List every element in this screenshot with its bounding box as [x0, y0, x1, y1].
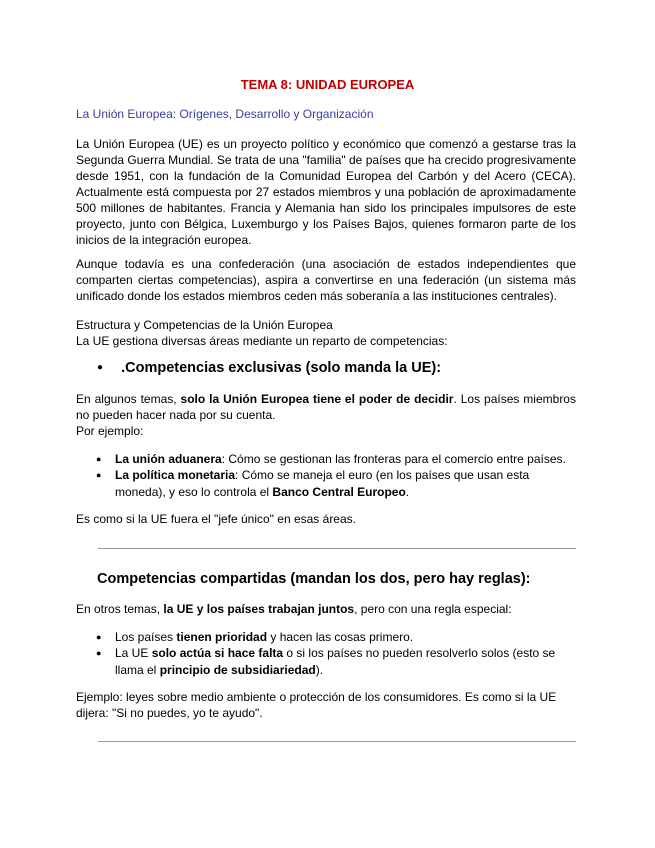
item-text: : Cómo se gestionan las fronteras para el comercio entre países. [221, 452, 566, 466]
item-text: Los países [115, 630, 177, 644]
divider [98, 741, 576, 742]
bullet-icon: ● [96, 470, 102, 480]
item-bold: tienen prioridad [176, 630, 268, 644]
list-item [96, 451, 581, 468]
document-subtitle: La Unión Europea: Orígenes, Desarrollo y Organización [76, 107, 374, 121]
exclusive-p-post: . Los países miembros no pueden hacer nada por su cuenta. [76, 392, 576, 422]
shared-heading: Competencias compartidas (mandan los dos, pero hay reglas): [97, 571, 531, 587]
exclusive-heading-row [97, 360, 441, 376]
item-bold: La unión aduanera [115, 452, 222, 466]
intro-paragraph-2: Aunque todavía es una confederación (una asociación de estados independientes que comparten ciertas competencias), aspira a convertirse en una federación (un sistema más unificado donde los estados miembros ceden más soberanía a las instituciones centrales). [76, 257, 576, 303]
exclusive-heading: .Competencias exclusivas (solo manda la UE): [121, 360, 442, 376]
exclusive-paragraph [76, 391, 576, 423]
structure-line: La UE gestiona diversas áreas mediante un reparto de competencias: [76, 334, 448, 348]
exclusive-example-label: Por ejemplo: [76, 424, 144, 438]
shared-example: Ejemplo: leyes sobre medio ambiente o protección de los consumidores. Es como si la UE dijera: "Si no puedes, yo te ayudo". [76, 690, 557, 720]
shared-p-pre: En otros temas, [76, 602, 164, 616]
item-bold: La política monetaria [115, 468, 236, 482]
item-bold-2: Banco Central Europeo [272, 485, 406, 499]
exclusive-p-pre: En algunos temas, [76, 392, 181, 406]
list-item [96, 629, 581, 646]
structure-heading: Estructura y Competencias de la Unión Europea [76, 318, 333, 332]
list-item [96, 645, 581, 679]
exclusive-p-bold: solo la Unión Europea tiene el poder de decidir [180, 392, 454, 406]
item-text: : Cómo se maneja el euro (en los países que usan esta moneda), y eso lo controla el [115, 468, 530, 499]
bullet-icon: ● [96, 454, 102, 464]
item-bold-2: principio de subsidiariedad [159, 663, 316, 677]
document-title: TEMA 8: UNIDAD EUROPEA [240, 77, 415, 92]
item-text-3: ). [315, 663, 324, 677]
intro-paragraph-1: La Unión Europea (UE) es un proyecto político y económico que comenzó a gestarse tras la Segunda Guerra Mundial. Se trata de una "familia" de países que ha crecido progresivamente desde 1951, con la fundación de la Comunidad Europea del Carbón y del Acero (CECA). Actualmente está compuesta por 27 estados miembros y una población de aproximadamente 500 millones de habitantes. Francia y Alemania han sido los principales impulsores de este proyecto, junto con Bélgica, Luxemburgo y los Países Bajos, quienes formaron parte de los inicios de la integración europea. [76, 137, 576, 247]
exclusive-closing: Es como si la UE fuera el "jefe único" en esas áreas. [76, 512, 356, 526]
item-text-2: . [405, 485, 410, 499]
exclusive-bullet-icon: ● [97, 362, 104, 373]
item-text: La UE [115, 646, 152, 660]
item-bold: solo actúa si hace falta [151, 646, 284, 660]
bullet-icon: ● [96, 632, 102, 642]
bullet-icon: ● [96, 648, 102, 658]
item-text-2: y hacen las cosas primero. [267, 630, 414, 644]
shared-paragraph [76, 602, 512, 616]
list-item [96, 467, 581, 501]
divider [98, 548, 576, 549]
shared-p-post: , pero con una regla especial: [354, 602, 512, 616]
shared-p-bold: la UE y los países trabajan juntos [163, 602, 355, 616]
item-text-2: o si los países no pueden resolverlo solos (esto se llama el [115, 646, 556, 677]
